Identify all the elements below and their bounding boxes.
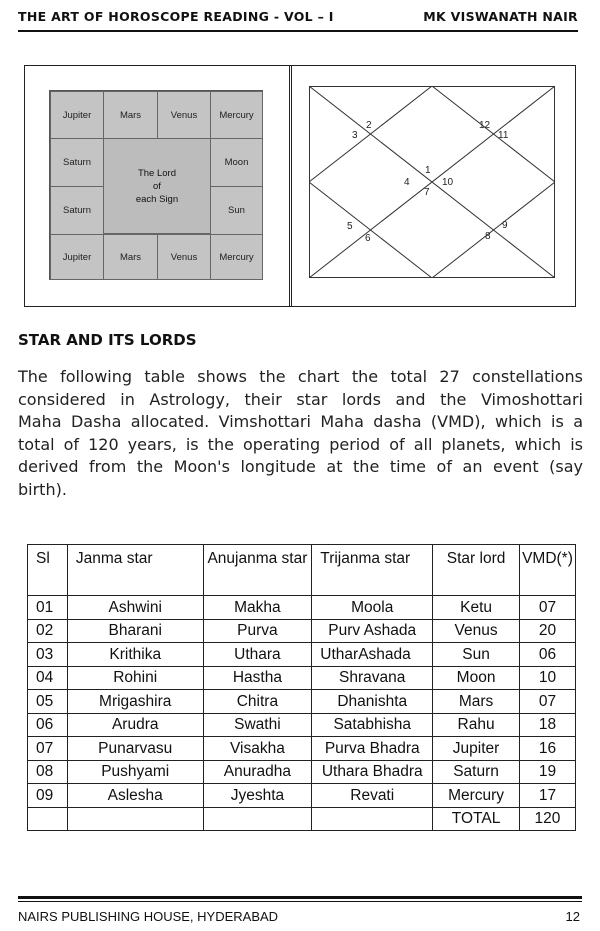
col-header-sl: Sl [28, 545, 68, 596]
south-chart-center [103, 138, 211, 234]
cell-vmd: 07 [519, 596, 575, 620]
cell-vmd: 10 [519, 666, 575, 690]
cell-sl: 06 [28, 713, 68, 737]
book-title: THE ART OF HOROSCOPE READING - VOL – I [18, 9, 334, 24]
cell-trijanma-star: Revati [312, 784, 433, 808]
col-header-trijanma-star: Trijanma star [312, 545, 433, 596]
cell-empty [312, 807, 433, 831]
table-total-row [28, 807, 576, 831]
cell-sl: 01 [28, 596, 68, 620]
south-cell-bottom-2: Mars [103, 234, 158, 280]
paragraph-line-5: derived from the Moon's longitude at the time of an event (say [18, 457, 583, 476]
south-cell-top-3: Venus [157, 91, 211, 139]
table-header-row [28, 545, 576, 596]
south-cell-right-1: Moon [210, 138, 263, 187]
cell-trijanma-star: Purv Ashada [312, 619, 433, 643]
cell-trijanma-star: UtharAshada [312, 643, 433, 667]
cell-vmd: 06 [519, 643, 575, 667]
house-number-3: 3 [352, 130, 358, 141]
cell-vmd: 07 [519, 690, 575, 714]
section-title: STAR AND ITS LORDS [18, 331, 197, 349]
table-row [28, 713, 576, 737]
cell-empty [67, 807, 203, 831]
center-line-1: The Lord [137, 167, 176, 179]
house-number-4: 4 [404, 177, 410, 188]
cell-janma-star: Krithika [67, 643, 203, 667]
cell-anujanma-star: Makha [203, 596, 312, 620]
cell-empty [28, 807, 68, 831]
table-row [28, 784, 576, 808]
cell-star-lord: Mars [433, 690, 520, 714]
cell-vmd: 17 [519, 784, 575, 808]
cell-vmd: 20 [519, 619, 575, 643]
cell-sl: 07 [28, 737, 68, 761]
footer-rule-thin [18, 901, 582, 902]
cell-janma-star: Mrigashira [67, 690, 203, 714]
cell-janma-star: Pushyami [67, 760, 203, 784]
cell-trijanma-star: Uthara Bhadra [312, 760, 433, 784]
col-header-star-lord: Star lord [433, 545, 520, 596]
paragraph-line-6: birth). [18, 479, 67, 499]
cell-star-lord: Ketu [433, 596, 520, 620]
cell-total-value: 120 [519, 807, 575, 831]
paragraph-line-1: The following table shows the chart the total 27 constellations [18, 367, 583, 386]
cell-sl: 09 [28, 784, 68, 808]
house-number-10: 10 [442, 177, 454, 188]
house-number-5: 5 [347, 221, 353, 232]
paragraph-line-3: Maha Dasha allocated. Vimshottari Maha dasha (VMD), which is a [18, 412, 583, 431]
cell-sl: 08 [28, 760, 68, 784]
cell-vmd: 16 [519, 737, 575, 761]
house-number-9: 9 [502, 220, 508, 231]
table-row [28, 760, 576, 784]
cell-star-lord: Moon [433, 666, 520, 690]
cell-trijanma-star: Dhanishta [312, 690, 433, 714]
cell-sl: 02 [28, 619, 68, 643]
cell-trijanma-star: Satabhisha [312, 713, 433, 737]
cell-anujanma-star: Hastha [203, 666, 312, 690]
south-cell-top-4: Mercury [210, 91, 263, 139]
south-cell-left-1: Saturn [50, 138, 104, 187]
cell-vmd: 18 [519, 713, 575, 737]
chart-figure-divider [289, 65, 292, 307]
cell-anujanma-star: Purva [203, 619, 312, 643]
south-cell-bottom-1: Jupiter [50, 234, 104, 280]
cell-anujanma-star: Jyeshta [203, 784, 312, 808]
south-cell-bottom-4: Mercury [210, 234, 263, 280]
house-number-7: 7 [424, 187, 430, 198]
cell-vmd: 19 [519, 760, 575, 784]
center-line-2: of [153, 180, 161, 192]
cell-empty [203, 807, 312, 831]
house-number-11: 11 [498, 130, 509, 141]
publisher-name: NAIRS PUBLISHING HOUSE, HYDERABAD [18, 909, 279, 924]
house-number-8: 8 [485, 231, 491, 242]
south-cell-right-2: Sun [210, 186, 263, 235]
col-header-janma-star: Janma star [67, 545, 203, 596]
cell-trijanma-star: Moola [312, 596, 433, 620]
south-cell-top-1: Jupiter [50, 91, 104, 139]
house-number-12: 12 [479, 120, 491, 131]
cell-janma-star: Bharani [67, 619, 203, 643]
cell-anujanma-star: Chitra [203, 690, 312, 714]
cell-star-lord: Mercury [433, 784, 520, 808]
cell-star-lord: Rahu [433, 713, 520, 737]
house-number-2: 2 [366, 120, 372, 131]
table-row [28, 596, 576, 620]
table-row [28, 666, 576, 690]
cell-anujanma-star: Anuradha [203, 760, 312, 784]
table-row [28, 643, 576, 667]
cell-anujanma-star: Uthara [203, 643, 312, 667]
paragraph-line-2: considered in Astrology, their star lords and the Vimoshottari [18, 389, 583, 409]
south-cell-left-2: Saturn [50, 186, 104, 235]
table-row [28, 737, 576, 761]
cell-sl: 03 [28, 643, 68, 667]
cell-trijanma-star: Purva Bhadra [312, 737, 433, 761]
intro-paragraph [18, 366, 583, 501]
header-rule [18, 30, 578, 32]
south-indian-chart [49, 90, 263, 280]
cell-star-lord: Sun [433, 643, 520, 667]
col-header-vmd: VMD(*) [519, 545, 575, 596]
cell-janma-star: Rohini [67, 666, 203, 690]
cell-anujanma-star: Swathi [203, 713, 312, 737]
author-name: MK VISWANATH NAIR [423, 9, 578, 24]
cell-sl: 05 [28, 690, 68, 714]
cell-janma-star: Punarvasu [67, 737, 203, 761]
cell-janma-star: Arudra [67, 713, 203, 737]
page-number: 12 [565, 909, 580, 924]
cell-star-lord: Jupiter [433, 737, 520, 761]
paragraph-line-4: total of 120 years, is the operating period of all planets, which is [18, 434, 583, 454]
table-row [28, 619, 576, 643]
footer-rule-thick [18, 896, 582, 899]
cell-star-lord: Venus [433, 619, 520, 643]
house-number-6: 6 [365, 233, 371, 244]
center-line-3: each Sign [135, 193, 179, 205]
cell-star-lord: Saturn [433, 760, 520, 784]
page-header [18, 4, 578, 28]
north-indian-chart [309, 86, 555, 278]
star-lords-table [27, 544, 576, 831]
cell-sl: 04 [28, 666, 68, 690]
cell-anujanma-star: Visakha [203, 737, 312, 761]
cell-janma-star: Ashwini [67, 596, 203, 620]
col-header-anujanma-star: Anujanma star [203, 545, 312, 596]
house-number-1: 1 [425, 165, 431, 176]
south-cell-bottom-3: Venus [157, 234, 211, 280]
table-row [28, 690, 576, 714]
south-cell-top-2: Mars [103, 91, 158, 139]
cell-trijanma-star: Shravana [312, 666, 433, 690]
cell-janma-star: Aslesha [67, 784, 203, 808]
cell-total-label: TOTAL [433, 807, 520, 831]
